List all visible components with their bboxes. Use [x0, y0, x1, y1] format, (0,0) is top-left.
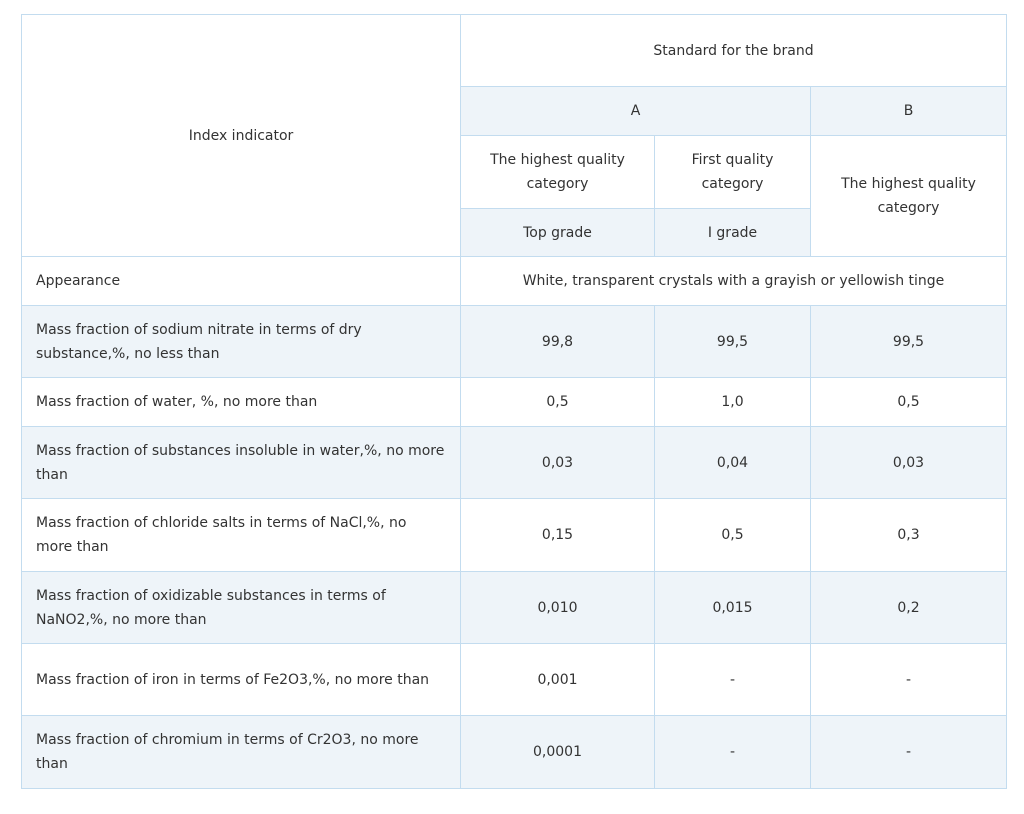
table-row: [22, 716, 1007, 789]
value-brand-b: -: [811, 716, 1007, 789]
value-top-grade: 0,03: [461, 427, 655, 499]
value-brand-b: 0,5: [811, 378, 1007, 427]
row-label: Mass fraction of substances insoluble in water,%, no more than: [22, 427, 461, 499]
row-label: Mass fraction of water, %, no more than: [22, 378, 461, 427]
value-i-grade: 99,5: [655, 306, 811, 378]
row-label: Mass fraction of sodium nitrate in terms of dry substance,%, no less than: [22, 306, 461, 378]
value-top-grade: 0,001: [461, 644, 655, 716]
row-label: Mass fraction of chloride salts in terms of NaCl,%, no more than: [22, 499, 461, 572]
index-indicator-header: Index indicator: [22, 15, 461, 257]
value-i-grade: -: [655, 644, 811, 716]
table-row: [22, 499, 1007, 572]
value-top-grade: 0,0001: [461, 716, 655, 789]
category-highest-header: The highest quality category: [461, 136, 655, 209]
value-top-grade: 0,010: [461, 572, 655, 644]
table-row: [22, 378, 1007, 427]
table-row: [22, 427, 1007, 499]
grade-top-header: Top grade: [461, 209, 655, 257]
category-first-header: First quality category: [655, 136, 811, 209]
value-brand-b: -: [811, 644, 1007, 716]
table-row: [22, 644, 1007, 716]
value-top-grade: 99,8: [461, 306, 655, 378]
value-brand-b: 99,5: [811, 306, 1007, 378]
category-b-header: The highest quality category: [811, 136, 1007, 257]
value-i-grade: 0,5: [655, 499, 811, 572]
row-label: Mass fraction of iron in terms of Fe2O3,%, no more than: [22, 644, 461, 716]
standard-header: Standard for the brand: [461, 15, 1007, 87]
grade-i-header: I grade: [655, 209, 811, 257]
table-row: [22, 306, 1007, 378]
value-top-grade: 0,5: [461, 378, 655, 427]
row-label: Appearance: [22, 257, 461, 306]
row-label: Mass fraction of chromium in terms of Cr2O3, no more than: [22, 716, 461, 789]
value-i-grade: 0,04: [655, 427, 811, 499]
specification-table: [21, 14, 1007, 789]
header-row-standard: [22, 15, 1007, 87]
table-row: [22, 572, 1007, 644]
value-top-grade: 0,15: [461, 499, 655, 572]
value-brand-b: 0,2: [811, 572, 1007, 644]
value-i-grade: -: [655, 716, 811, 789]
appearance-value: White, transparent crystals with a grayish or yellowish tinge: [461, 257, 1007, 306]
value-brand-b: 0,3: [811, 499, 1007, 572]
brand-b-header: B: [811, 87, 1007, 136]
value-brand-b: 0,03: [811, 427, 1007, 499]
row-label: Mass fraction of oxidizable substances in terms of NaNO2,%, no more than: [22, 572, 461, 644]
value-i-grade: 0,015: [655, 572, 811, 644]
brand-a-header: A: [461, 87, 811, 136]
value-i-grade: 1,0: [655, 378, 811, 427]
table-row-appearance: [22, 257, 1007, 306]
